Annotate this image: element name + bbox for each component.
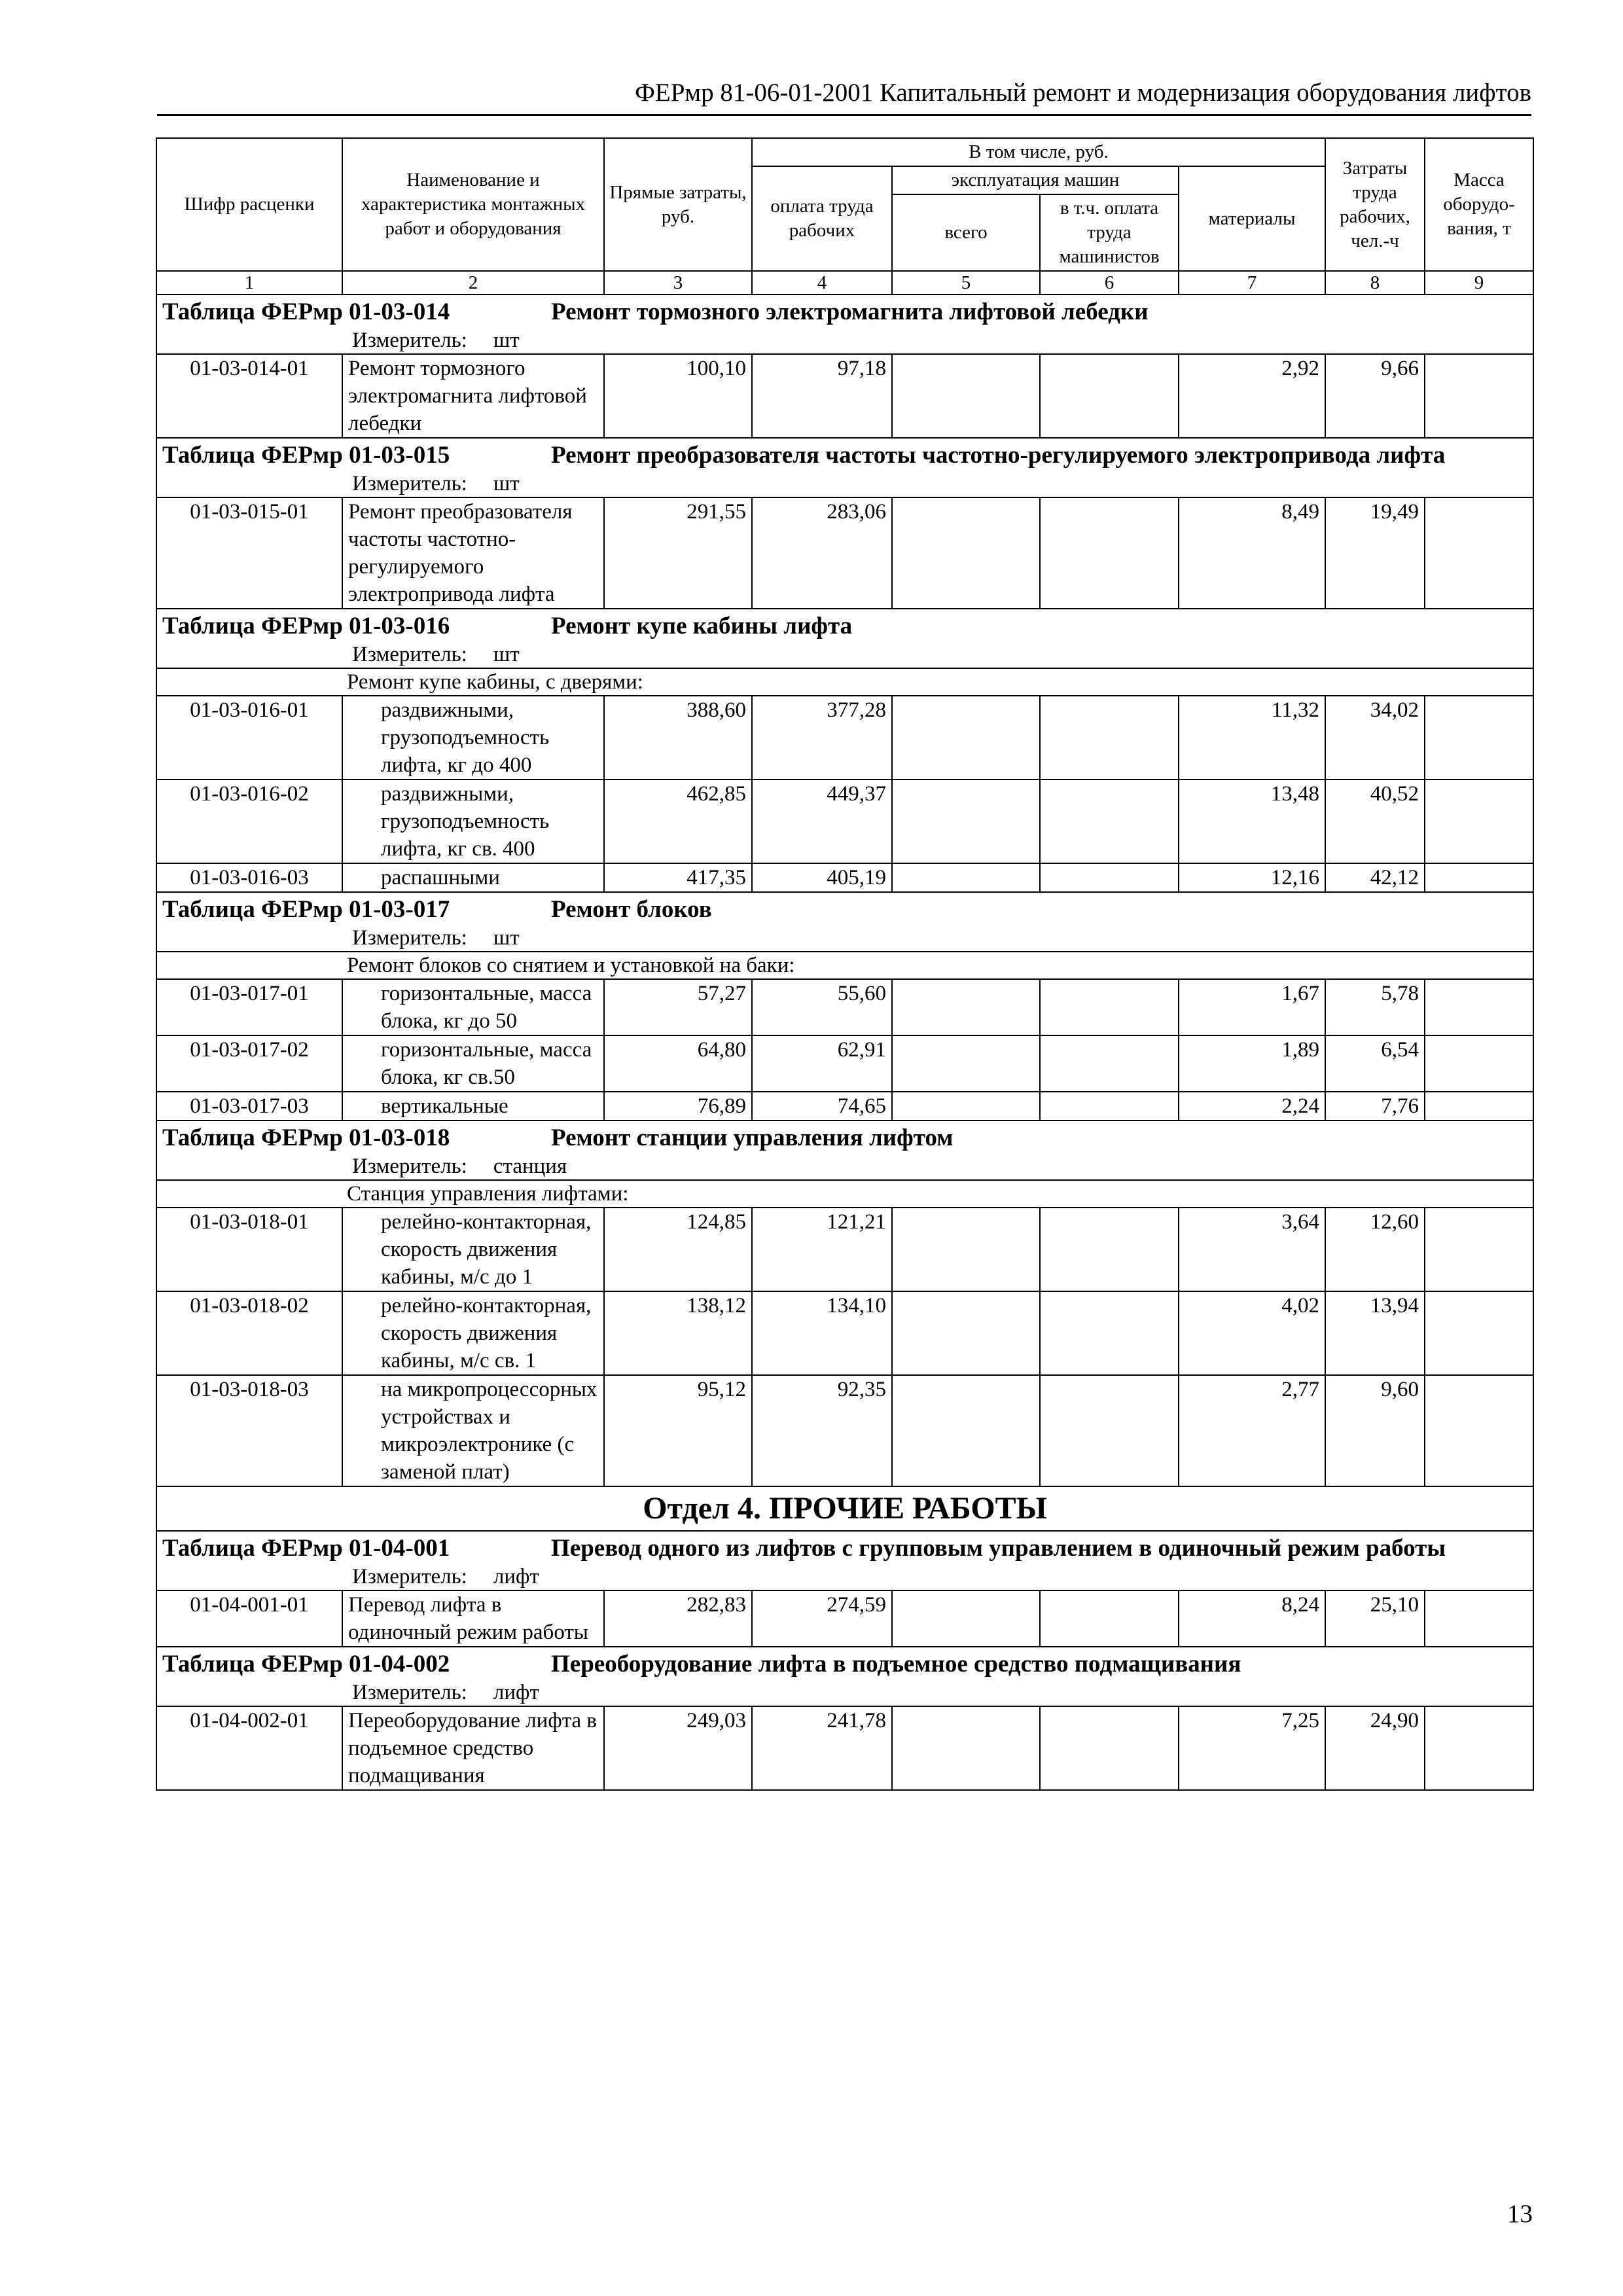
header-including: В том числе, руб. [752,138,1325,166]
table-row [156,1035,1533,1092]
column-number: 8 [1325,271,1425,295]
labor-hours: 19,49 [1325,497,1425,609]
work-name: релейно-контакторная, скорость движения кабины, м/с св. 1 [342,1291,604,1375]
unit-line [162,327,1527,353]
machines-total [892,979,1040,1035]
materials-cost: 1,89 [1179,1035,1325,1092]
table-row [156,1590,1533,1647]
table-row [156,696,1533,780]
unit-label: Измеритель: [352,1565,467,1588]
work-name: Перевод лифта в одиночный режим работы [342,1590,604,1647]
worker-wages: 121,21 [752,1208,892,1291]
table-name: Переоборудование лифта в подъемное средство подмащивания [551,1651,1241,1677]
column-number-row [156,271,1533,295]
labor-hours: 42,12 [1325,863,1425,892]
direct-costs: 291,55 [604,497,752,609]
table-row [156,1375,1533,1486]
machinists-wages [1040,1375,1179,1486]
direct-costs: 64,80 [604,1035,752,1092]
unit-label: Измеритель: [352,643,467,666]
materials-cost: 12,16 [1179,863,1325,892]
machines-total [892,1706,1040,1790]
equipment-mass [1425,696,1533,780]
unit-value: шт [493,643,520,666]
group-heading: Станция управления лифтами: [156,1180,1533,1208]
table-label: Таблица ФЕРмр 01-03-017 [162,896,450,923]
labor-hours: 13,94 [1325,1291,1425,1375]
equipment-mass [1425,780,1533,863]
direct-costs: 462,85 [604,780,752,863]
machinists-wages [1040,696,1179,780]
unit-row [156,925,1533,952]
unit-value: лифт [493,1681,539,1704]
machines-total [892,1590,1040,1647]
table-row [156,1706,1533,1790]
header-name: Наименование и характеристика монтажных работ и оборудования [342,138,604,271]
rate-code: 01-03-015-01 [156,497,342,609]
labor-hours: 9,60 [1325,1375,1425,1486]
unit-line [162,1153,1527,1179]
machinists-wages [1040,1035,1179,1092]
materials-cost: 8,24 [1179,1590,1325,1647]
machines-total [892,1092,1040,1121]
unit-line [162,471,1527,497]
machinists-wages [1040,497,1179,609]
machines-total [892,1375,1040,1486]
materials-cost: 13,48 [1179,780,1325,863]
rate-code: 01-03-018-03 [156,1375,342,1486]
equipment-mass [1425,1092,1533,1121]
table-row [156,979,1533,1035]
machinists-wages [1040,354,1179,438]
unit-cell [156,1564,1533,1590]
equipment-mass [1425,1375,1533,1486]
unit-row [156,1564,1533,1590]
worker-wages: 62,91 [752,1035,892,1092]
unit-label: Измеритель: [352,1155,467,1178]
equipment-mass [1425,1590,1533,1647]
unit-value: станция [493,1155,567,1178]
worker-wages: 377,28 [752,696,892,780]
table-row [156,1291,1533,1375]
column-number: 2 [342,271,604,295]
worker-wages: 241,78 [752,1706,892,1790]
work-name: Ремонт тормозного электромагнита лифтовой лебедки [342,354,604,438]
column-number: 1 [156,271,342,295]
table-title-row [156,892,1533,925]
table-label: Таблица ФЕРмр 01-03-016 [162,613,450,639]
direct-costs: 388,60 [604,696,752,780]
table-title-row [156,295,1533,327]
machinists-wages [1040,863,1179,892]
machines-total [892,1035,1040,1092]
rate-code: 01-03-016-03 [156,863,342,892]
table-body [156,295,1533,1790]
table-label: Таблица ФЕРмр 01-04-002 [162,1651,450,1677]
work-name: горизонтальные, масса блока, кг св.50 [342,1035,604,1092]
worker-wages: 74,65 [752,1092,892,1121]
labor-hours: 6,54 [1325,1035,1425,1092]
unit-label: Измеритель: [352,329,467,352]
column-number: 9 [1425,271,1533,295]
materials-cost: 11,32 [1179,696,1325,780]
column-number: 5 [892,271,1040,295]
direct-costs: 282,83 [604,1590,752,1647]
work-name: на микропроцессорных устройствах и микроэлектронике (с заменой плат) [342,1375,604,1486]
materials-cost: 2,77 [1179,1375,1325,1486]
rate-code: 01-03-016-02 [156,780,342,863]
table-name: Ремонт купе кабины лифта [551,613,853,639]
table-title-cell [156,438,1533,471]
equipment-mass [1425,979,1533,1035]
unit-label: Измеритель: [352,472,467,495]
table-label: Таблица ФЕРмр 01-03-018 [162,1124,450,1151]
section-heading-row [156,1486,1533,1531]
machines-total [892,497,1040,609]
unit-cell [156,1679,1533,1706]
table-title-row [156,438,1533,471]
column-number: 3 [604,271,752,295]
work-name: Переоборудование лифта в подъемное средство подмащивания [342,1706,604,1790]
group-heading-row [156,1180,1533,1208]
labor-hours: 25,10 [1325,1590,1425,1647]
unit-line [162,641,1527,668]
labor-hours: 12,60 [1325,1208,1425,1291]
work-name: вертикальные [342,1092,604,1121]
unit-label: Измеритель: [352,926,467,950]
unit-label: Измеритель: [352,1681,467,1704]
table-title-cell [156,609,1533,641]
table-row [156,863,1533,892]
group-heading: Ремонт блоков со снятием и установкой на баки: [156,952,1533,979]
machinists-wages [1040,1208,1179,1291]
machines-total [892,1208,1040,1291]
header-wages: оплата труда рабочих [752,166,892,271]
table-name: Ремонт тормозного электромагнита лифтовой лебедки [551,298,1149,325]
work-name: раздвижными, грузоподъемность лифта, кг до 400 [342,696,604,780]
table-title-row [156,1531,1533,1564]
rate-code: 01-03-017-01 [156,979,342,1035]
running-header: ФЕРмр 81-06-01-2001 Капитальный ремонт и модернизация оборудования лифтов [157,72,1531,116]
group-heading-row [156,668,1533,696]
unit-row [156,327,1533,354]
materials-cost: 4,02 [1179,1291,1325,1375]
rate-code: 01-04-001-01 [156,1590,342,1647]
table-title-cell [156,892,1533,925]
machines-total [892,780,1040,863]
direct-costs: 138,12 [604,1291,752,1375]
table-name: Ремонт блоков [551,896,712,923]
materials-cost: 1,67 [1179,979,1325,1035]
unit-line [162,1564,1527,1590]
work-name: горизонтальные, масса блока, кг до 50 [342,979,604,1035]
unit-value: шт [493,472,520,495]
worker-wages: 274,59 [752,1590,892,1647]
header-machinists-wages: в т.ч. оплата труда машинистов [1040,194,1179,271]
work-name: релейно-контакторная, скорость движения кабины, м/с до 1 [342,1208,604,1291]
equipment-mass [1425,1706,1533,1790]
table-title-cell [156,1531,1533,1564]
labor-hours: 7,76 [1325,1092,1425,1121]
unit-line [162,925,1527,951]
direct-costs: 249,03 [604,1706,752,1790]
direct-costs: 95,12 [604,1375,752,1486]
header-labor: Затраты труда рабочих, чел.-ч [1325,138,1425,271]
direct-costs: 124,85 [604,1208,752,1291]
unit-row [156,1153,1533,1180]
unit-cell [156,1153,1533,1180]
table-name: Ремонт преобразователя частоты частотно-регулируемого электропривода лифта [551,442,1446,469]
equipment-mass [1425,1208,1533,1291]
header-machines: эксплуатация машин [892,166,1179,194]
labor-hours: 9,66 [1325,354,1425,438]
machinists-wages [1040,1092,1179,1121]
unit-value: лифт [493,1565,539,1588]
rate-code: 01-04-002-01 [156,1706,342,1790]
unit-cell [156,641,1533,668]
unit-cell [156,327,1533,354]
table-title-row [156,1121,1533,1153]
unit-value: шт [493,926,520,950]
unit-cell [156,925,1533,952]
worker-wages: 92,35 [752,1375,892,1486]
table-title-cell [156,1647,1533,1679]
direct-costs: 76,89 [604,1092,752,1121]
machines-total [892,696,1040,780]
rate-code: 01-03-017-03 [156,1092,342,1121]
unit-row [156,471,1533,497]
table-label: Таблица ФЕРмр 01-03-015 [162,442,450,469]
direct-costs: 100,10 [604,354,752,438]
table-name: Перевод одного из лифтов с групповым управлением в одиночный режим работы [551,1535,1446,1562]
table-label: Таблица ФЕРмр 01-04-001 [162,1535,450,1562]
section-heading: Отдел 4. ПРОЧИЕ РАБОТЫ [156,1486,1533,1531]
materials-cost: 7,25 [1179,1706,1325,1790]
machinists-wages [1040,1291,1179,1375]
machinists-wages [1040,1590,1179,1647]
worker-wages: 449,37 [752,780,892,863]
labor-hours: 5,78 [1325,979,1425,1035]
worker-wages: 405,19 [752,863,892,892]
equipment-mass [1425,863,1533,892]
header-code: Шифр расценки [156,138,342,271]
labor-hours: 40,52 [1325,780,1425,863]
worker-wages: 55,60 [752,979,892,1035]
table-title-cell [156,1121,1533,1153]
table-row [156,780,1533,863]
materials-cost: 2,92 [1179,354,1325,438]
rate-code: 01-03-018-02 [156,1291,342,1375]
unit-cell [156,471,1533,497]
header-materials: материалы [1179,166,1325,271]
group-heading: Ремонт купе кабины, с дверями: [156,668,1533,696]
machines-total [892,863,1040,892]
labor-hours: 34,02 [1325,696,1425,780]
work-name: раздвижными, грузоподъемность лифта, кг св. 400 [342,780,604,863]
unit-row [156,1679,1533,1706]
header-direct-costs: Прямые затраты, руб. [604,138,752,271]
rate-code: 01-03-017-02 [156,1035,342,1092]
table-row [156,1092,1533,1121]
rate-code: 01-03-016-01 [156,696,342,780]
table-label: Таблица ФЕРмр 01-03-014 [162,298,450,325]
direct-costs: 417,35 [604,863,752,892]
worker-wages: 97,18 [752,354,892,438]
machinists-wages [1040,1706,1179,1790]
machines-total [892,354,1040,438]
machinists-wages [1040,780,1179,863]
unit-value: шт [493,329,520,352]
materials-cost: 2,24 [1179,1092,1325,1121]
table-row [156,354,1533,438]
materials-cost: 8,49 [1179,497,1325,609]
table-name: Ремонт станции управления лифтом [551,1124,954,1151]
equipment-mass [1425,354,1533,438]
equipment-mass [1425,497,1533,609]
worker-wages: 134,10 [752,1291,892,1375]
table-title-cell [156,295,1533,327]
machinists-wages [1040,979,1179,1035]
machines-total [892,1291,1040,1375]
unit-line [162,1679,1527,1706]
work-name: Ремонт преобразователя частоты частотно-регулируемого электропривода лифта [342,497,604,609]
work-name: распашными [342,863,604,892]
labor-hours: 24,90 [1325,1706,1425,1790]
rate-code: 01-03-014-01 [156,354,342,438]
unit-row [156,641,1533,668]
rates-table [156,137,1534,1791]
equipment-mass [1425,1035,1533,1092]
equipment-mass [1425,1291,1533,1375]
table-title-row [156,609,1533,641]
page-number: 13 [1507,2200,1533,2228]
direct-costs: 57,27 [604,979,752,1035]
rate-code: 01-03-018-01 [156,1208,342,1291]
materials-cost: 3,64 [1179,1208,1325,1291]
table-row [156,1208,1533,1291]
group-heading-row [156,952,1533,979]
column-number: 6 [1040,271,1179,295]
header-machines-total: всего [892,194,1040,271]
column-number: 4 [752,271,892,295]
header-mass: Масса оборудо-вания, т [1425,138,1533,271]
table-row [156,497,1533,609]
column-number: 7 [1179,271,1325,295]
table-title-row [156,1647,1533,1679]
worker-wages: 283,06 [752,497,892,609]
